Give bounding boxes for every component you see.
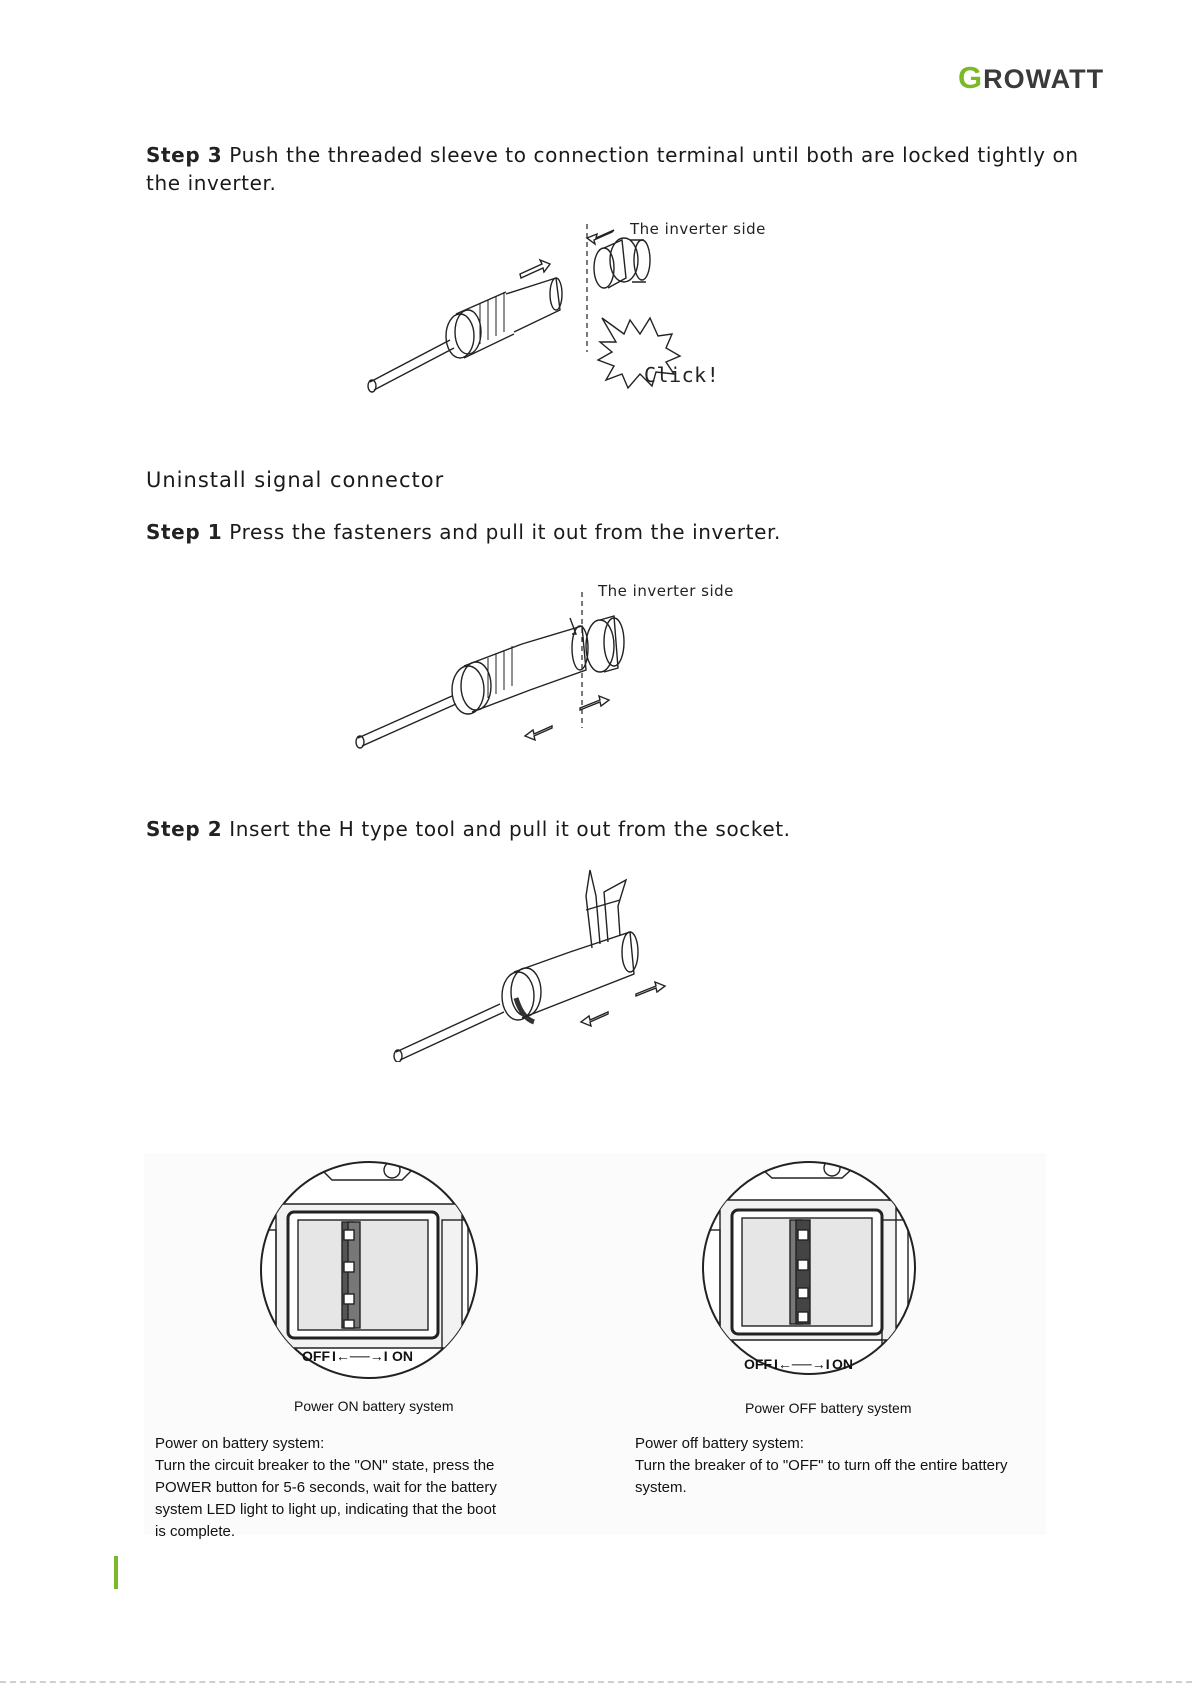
page-bottom-border xyxy=(0,1681,1192,1683)
uninstall-step2-text: Insert the H type tool and pull it out from the socket. xyxy=(222,817,791,841)
step3-line1 xyxy=(146,143,1079,167)
on-panel-desc-line: is complete. xyxy=(155,1523,236,1540)
on-panel-desc-line: POWER button for 5-6 seconds, wait for the battery xyxy=(155,1479,497,1496)
uninstall-step1-label: Step 1 xyxy=(146,520,223,544)
uninstall-heading: Uninstall signal connector xyxy=(146,468,445,492)
on-panel-desc-line: Turn the circuit breaker to the "ON" state, press the xyxy=(155,1457,495,1474)
breaker-on-illustration xyxy=(252,1160,486,1380)
step3-text: Push the threaded sleeve to connection terminal until both are locked tightly on xyxy=(222,143,1079,167)
off-panel-description xyxy=(635,1433,1008,1499)
off-panel-switch-on: ON xyxy=(832,1356,853,1372)
connector-lock-illustration xyxy=(360,220,766,418)
page-accent-bar xyxy=(114,1556,118,1589)
logo-wordmark xyxy=(958,62,1104,95)
breaker-off-illustration xyxy=(692,1160,926,1380)
step3-label: Step 3 xyxy=(146,143,223,167)
uninstall-step1-text: Press the fasteners and pull it out from the inverter. xyxy=(222,520,781,544)
step3-line2: the inverter. xyxy=(146,171,277,195)
uninstall-step1-line xyxy=(146,520,781,544)
logo-letter-g: G xyxy=(958,60,984,95)
step3-inverter-side-callout: The inverter side xyxy=(630,220,766,238)
click-text: Click! xyxy=(644,363,720,387)
on-panel-desc-title: Power on battery system: xyxy=(155,1435,325,1452)
growatt-logo xyxy=(958,62,1126,94)
logo-letters: ROWATT xyxy=(983,64,1105,94)
off-panel-switch-off: OFF xyxy=(744,1356,772,1372)
on-panel-switch-arrow: I←──→I xyxy=(332,1348,388,1364)
uninstall-step2-label: Step 2 xyxy=(146,817,223,841)
on-panel-switch-on: ON xyxy=(392,1348,413,1364)
h-tool-illustration xyxy=(390,866,690,1062)
off-panel-desc-line: system. xyxy=(635,1479,687,1496)
on-panel-description xyxy=(155,1433,497,1543)
on-panel-desc-line: system LED light to light up, indicating that the boot xyxy=(155,1501,497,1518)
on-panel-switch-off: OFF xyxy=(302,1348,330,1364)
on-panel-caption: Power ON battery system xyxy=(294,1398,454,1414)
off-panel-caption: Power OFF battery system xyxy=(745,1400,912,1416)
uninstall-step1-inverter-side-callout: The inverter side xyxy=(598,582,734,600)
off-panel-desc-title: Power off battery system: xyxy=(635,1435,804,1452)
off-panel-desc-line: Turn the breaker of to "OFF" to turn off the entire battery xyxy=(635,1457,1008,1474)
uninstall-step2-line xyxy=(146,817,791,841)
press-fasteners-illustration xyxy=(352,582,734,768)
off-panel-switch-arrow: I←──→I xyxy=(774,1356,830,1372)
